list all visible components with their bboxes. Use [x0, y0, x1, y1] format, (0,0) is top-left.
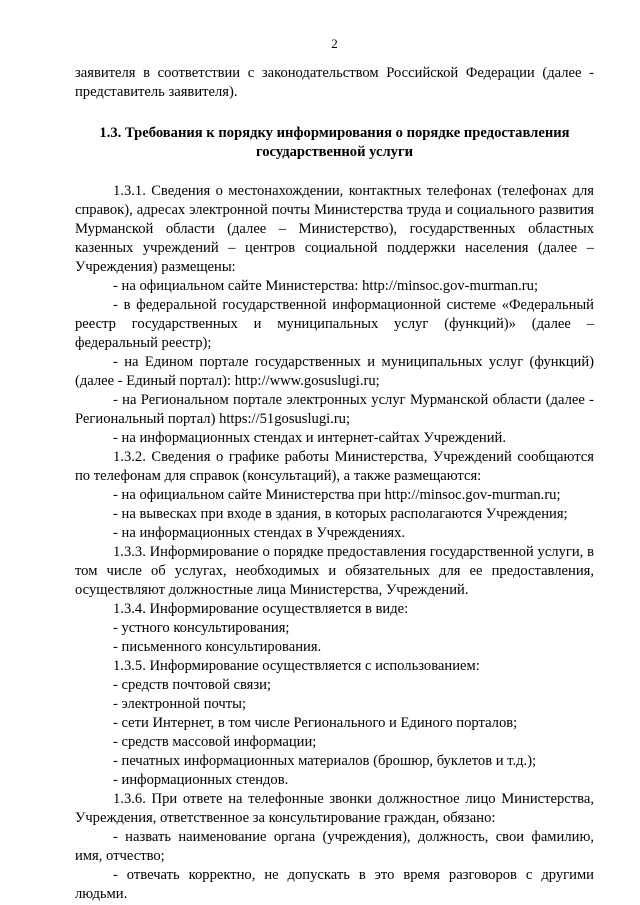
paragraph-1-3-4: 1.3.4. Информирование осуществляется в виде:: [113, 601, 409, 617]
list-item-unified-portal: - на Едином портале государственных и муниципальных услуг (функций) (далее - Единый портал): http://www.gosuslugi.ru;: [75, 354, 594, 389]
section-heading-line-2: государственной услуги: [255, 144, 414, 160]
paragraph-1-3-6: 1.3.6. При ответе на телефонные звонки должностное лицо Министерства, Учреждения, ответственное за консультирование граждан, обязано:: [75, 791, 594, 826]
list-item-official-site: - на официальном сайте Министерства: http://minsoc.gov-murman.ru;: [113, 278, 539, 294]
paragraph-1-3-5: 1.3.5. Информирование осуществляется с использованием:: [113, 658, 480, 674]
list-item-federal-registry: - в федеральной государственной информационной системе «Федеральный реестр государственных и муниципальных услуг (функций)» (далее – федеральный реестр);: [75, 297, 594, 351]
list-item-printed-materials: - печатных информационных материалов (брошюр, буклетов и т.д.);: [113, 753, 537, 769]
list-item-written-consulting: - письменного консультирования.: [113, 639, 322, 655]
section-heading-line-1: 1.3. Требования к порядку информирования о порядке предоставления: [99, 125, 570, 141]
list-item-official-site-schedule: - на официальном сайте Министерства при http://minsoc.gov-murman.ru;: [113, 487, 561, 503]
paragraph-1-3-1: 1.3.1. Сведения о местонахождении, контактных телефонах (телефонах для справок), адресах электронной почты Министерства труда и социального развития Мурманской области (далее – Министерство), государственных областных казенных учреждений – центров социальной поддержки населения (далее – Учреждения) размещены:: [75, 183, 594, 275]
list-item-introduce: - назвать наименование органа (учреждения), должность, свои фамилию, имя, отчество;: [75, 829, 594, 864]
paragraph-1-3-2: 1.3.2. Сведения о графике работы Министерства, Учреждений сообщаются по телефонам для справок (консультаций), а также размещаются:: [75, 449, 594, 484]
section-heading: [75, 124, 594, 162]
list-item-oral-consulting: - устного консультирования;: [113, 620, 290, 636]
list-item-signboards: - на вывесках при входе в здания, в которых располагаются Учреждения;: [113, 506, 568, 522]
list-item-postal: - средств почтовой связи;: [113, 677, 272, 693]
list-item-mass-media: - средств массовой информации;: [113, 734, 317, 750]
list-item-stands-and-sites: - на информационных стендах и интернет-сайтах Учреждений.: [113, 430, 506, 446]
list-item-respond-correctly: - отвечать корректно, не допускать в это время разговоров с другими людьми.: [75, 867, 594, 902]
intro-paragraph: заявителя в соответствии с законодательством Российской Федерации (далее - представитель заявителя).: [75, 65, 594, 100]
list-item-info-stands: - на информационных стендах в Учреждениях.: [113, 525, 406, 541]
list-item-stands: - информационных стендов.: [113, 772, 289, 788]
page-content: [75, 34, 594, 904]
page-number: 2: [331, 36, 338, 51]
list-item-regional-portal: - на Региональном портале электронных услуг Мурманской области (далее - Региональный портал) https://51gosuslugi.ru;: [75, 392, 594, 427]
paragraph-1-3-3: 1.3.3. Информирование о порядке предоставления государственной услуги, в том числе об услугах, необходимых и обязательных для ее предоставления, осуществляют должностные лица Министерства, Учреждений.: [75, 544, 594, 598]
list-item-email: - электронной почты;: [113, 696, 246, 712]
list-item-internet: - сети Интернет, в том числе Регионального и Единого порталов;: [113, 715, 518, 731]
